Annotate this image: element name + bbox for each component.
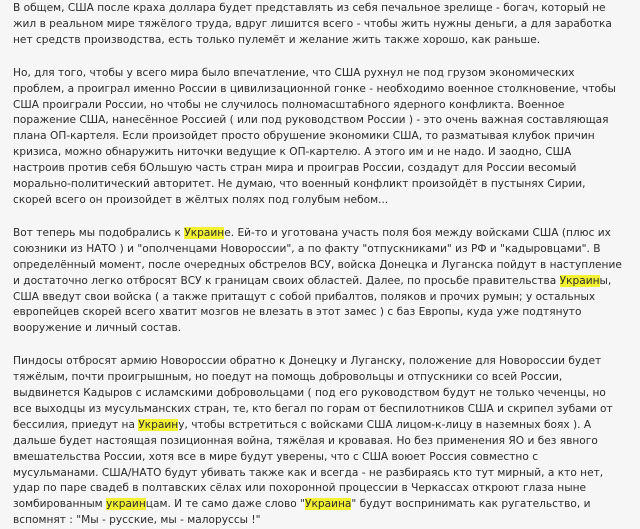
paragraph-3 (13, 226, 626, 337)
paragraph-text: ы, США введут свои войска ( а также притащут с собой прибалтов, поляков и прочих румын; у остальных европейцев скорей всего хватит мозгов не влезать в этот замес ) с баз Европы, куда уже подтянуто вооружение и личный состав. (13, 274, 612, 335)
paragraph-text: Пиндосы отбросят армию Новороссии обратно к Донецку и Луганску, положение для Новороссии будет тяжёлым, почти проигрышным, но поедут на помощь добровольцы и отпускники со всей России, выдвинется Кадыров с исламскими добровольцами ( под его руководством будут не только чеченцы, но все выходцы из мусульманских стран, те, кто бегал по горам от беспилотников США и скрипел зубами от бессилия, приедут на (13, 355, 613, 431)
paragraph-text: Но, для того, чтобы у всего мира было впечатление, что США рухнул не под грузом экономических проблем, а проиграл именно России в цивилизационной гонке - необходимо военное столкновение, чтобы США проиграли России, но чтобы не случилось полномасштабного ядерного конфликта. Военное поражение США, нанесённое Россией ( или под руководством России ) - это очень важная составляющая плана ОП-картеля. Если произойдет просто обрушение экономики США, то разматывая клубок причин кризиса, можно обнаружить ниточки ведущие к ОП-картелю. А этого им и не надо. И заодно, США настроив против себя бОльшую часть стран мира и проиграв России, создадут для России весомый морально-политический авторитет. Не думаю, что военный конфликт произойдёт в пустынях Сирии, скорей всего он произойдет в жёлтых полях под голубым небом... (13, 66, 616, 206)
paragraph-text: у, чтобы встретиться с войсками США лицом-к-лицу в наземных боях ). А дальше будет настоящая позиционная война, тяжёлая и кровавая. Но без применения ЯО и без явного вмешательства России, хотя все в мире будут уверены, что с США воюет Россия совместно с мусульманами. США/НАТО будут убивать также как и всегда - не разбираясь кто тут мирный, а кто нет, удар по паре свадеб в полтавских сёлах или похоронной процессии в Черкассах откроют глаза ныне зомбированным (13, 418, 604, 511)
highlighted-keyword: Украина (304, 498, 352, 511)
paragraph-2 (13, 66, 626, 209)
paragraph-text: Вот теперь мы подобрались к (13, 226, 185, 239)
highlighted-keyword: Украин (138, 418, 179, 431)
highlighted-keyword: Украин (559, 274, 600, 287)
paragraph-text: е. Ей-то и уготована участь поля боя между войсками США (плюс их союзники из НАТО ) и "ополченцами Новороссии", а по факту "отпускниками" из РФ и "кадыровцами". В определённый момент, после очередных обстрелов ВСУ, войска Донецка и Луганска пойдут в наступление и достаточно легко отбросят ВСУ к границам своих областей. Далее, по просьбе правительства (13, 226, 622, 287)
highlighted-keyword: украин (106, 498, 146, 511)
paragraph-1 (13, 1, 626, 49)
paragraph-text: " будут воспринимать как ругательство, и вспомнят : "Мы - русские, мы - малоруссы !" (13, 498, 591, 527)
paragraph-4 (13, 354, 626, 529)
paragraph-text: цам. И те само даже слово " (145, 498, 305, 511)
highlighted-keyword: Украин (184, 226, 225, 239)
paragraph-text: В общем, США после краха доллара будет представлять из себя печальное зрелище - богач, который не жил в реальном мире тяжёлого труда, вдруг лишится всего - чтобы жить нужны деньги, а для заработка нет средств производства, есть только пулемёт и желание жить также хорошо, как раньше. (13, 2, 612, 46)
